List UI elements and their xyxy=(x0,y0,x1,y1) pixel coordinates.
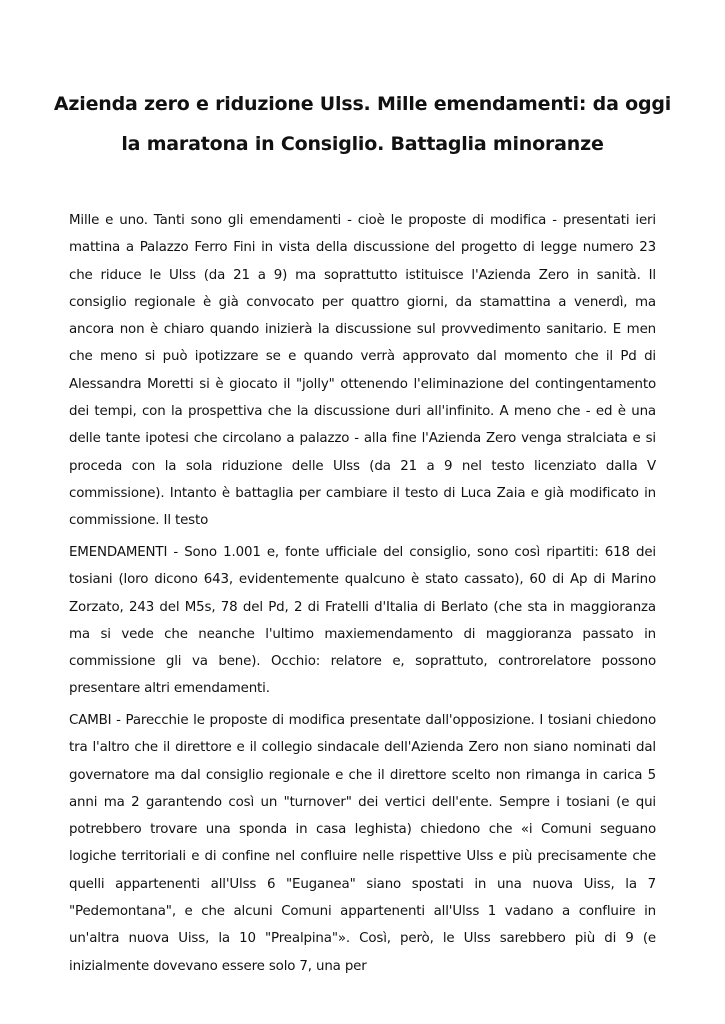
paragraph-emendamenti: EMENDAMENTI - Sono 1.001 e, fonte ufficiale del consiglio, sono così ripartiti: 618 dei tosiani (loro dicono 643, evidentemente qualcuno è stato cassato), 60 di Ap di Marino Zorzato, 243 del M5s, 78 del Pd, 2 di Fratelli d'Italia di Berlato (che sta in maggioranza ma si vede che neanche l'ultimo maxiemendamento di maggioranza passato in commissione gli va bene). Occhio: relatore e, soprattuto, controrelatore possono presentare altri emendamenti. xyxy=(69,545,656,697)
paragraph-cambi: CAMBI - Parecchie le proposte di modifica presentate dall'opposizione. I tosiani chiedono tra l'altro che il direttore e il collegio sindacale dell'Azienda Zero non siano nominati dal governatore ma dal consiglio regionale e che il direttore scelto non rimanga in carica 5 anni ma 2 garantendo così un "turnover" dei vertici dell'ente. Sempre i tosiani (e qui potrebbero trovare una sponda in casa leghista) chiedono che «i Comuni seguano logiche territoriali e di confine nel confluire nelle rispettive Ulss e più precisamente che quelli appartenenti all'Ulss 6 "Euganea" siano spostati in una nuova Uiss, la 7 "Pedemontana", e che alcuni Comuni appartenenti all'Ulss 1 vadano a confluire in un'altra nuova Uiss, la 10 "Prealpina"». Così, però, le Ulss sarebbero più di 9 (e inizialmente dovevano essere solo 7, una per xyxy=(69,713,656,974)
article-title: Azienda zero e riduzione Ulss. Mille emendamenti: da oggi la maratona in Consiglio. Battaglia minoranze xyxy=(53,93,672,155)
paragraph-intro: Mille e uno. Tanti sono gli emendamenti - cioè le proposte di modifica - presentati ieri mattina a Palazzo Ferro Fini in vista della discussione del progetto di legge numero 23 che riduce le Ulss (da 21 a 9) ma soprattutto istituisce l'Azienda Zero in sanità. Il consiglio regionale è già convocato per quattro giorni, da stamattina a venerdì, ma ancora non è chiaro quando inizierà la discussione sul provvedimento sanitario. E men che meno si può ipotizzare se e quando verrà approvato dal momento che il Pd di Alessandra Moretti si è giocato il "jolly" ottenendo l'eliminazione del contingentamento dei tempi, con la prospettiva che la discussione duri all'infinito. A meno che - ed è una delle tante ipotesi che circolano a palazzo - alla fine l'Azienda Zero venga stralciata e si proceda con la sola riduzione delle Ulss (da 21 a 9 nel testo licenziato dalla V commissione). Intanto è battaglia per cambiare il testo di Luca Zaia e già modificato in commissione. Il testo xyxy=(69,213,656,529)
